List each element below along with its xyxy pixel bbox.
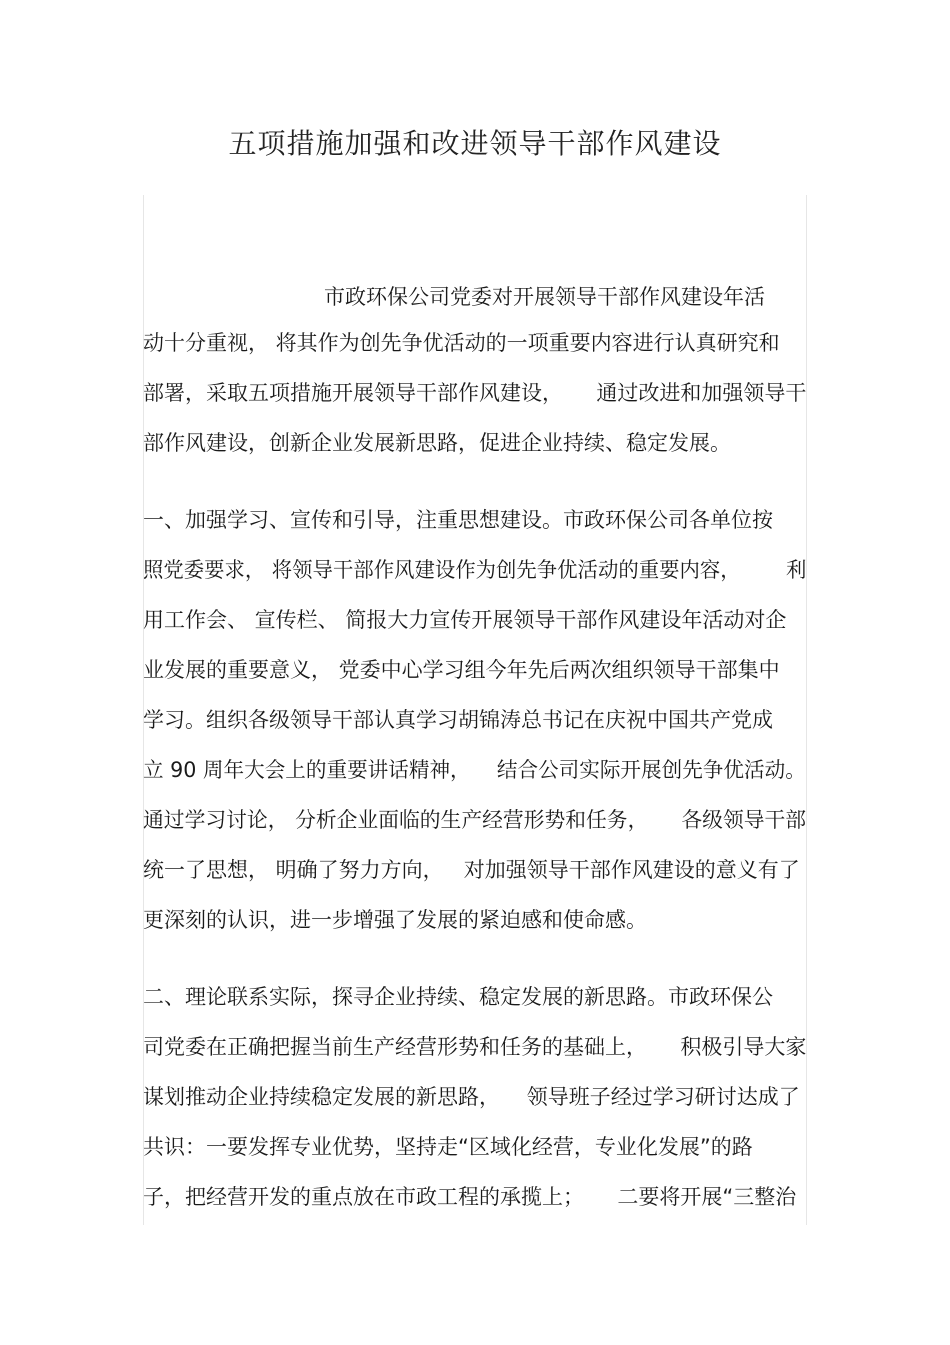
paragraph-2-line-3: 用工作会、 宣传栏、 简报大力宣传开展领导干部作风建设年活动对企 xyxy=(143,608,787,632)
page-title: 五项措施加强和改进领导干部作风建设 xyxy=(228,127,722,160)
paragraph-2-line-5: 学习。组织各级领导干部认真学习胡锦涛总书记在庆祝中国共产党成 xyxy=(143,708,773,732)
paragraph-2-line-2: 照党委要求， 将领导干部作风建设作为创先争优活动的重要内容， 利 xyxy=(143,558,807,582)
paragraph-3-line-2: 司党委在正确把握当前生产经营形势和任务的基础上， 积极引导大家 xyxy=(143,1035,807,1059)
paragraph-3-line-4: 共识：一要发挥专业优势，坚持走“区域化经营，专业化发展”的路 xyxy=(143,1135,753,1159)
paragraph-2-line-9: 更深刻的认识，进一步增强了发展的紧迫感和使命感。 xyxy=(143,908,647,932)
paragraph-1-line-2: 动十分重视， 将其作为创先争优活动的一项重要内容进行认真研究和 xyxy=(143,331,780,355)
paragraph-1-line-1: 市政环保公司党委对开展领导干部作风建设年活 xyxy=(324,285,765,309)
paragraph-3-line-3: 谋划推动企业持续稳定发展的新思路， 领导班子经过学习研讨达成了 xyxy=(143,1085,800,1109)
paragraph-1-line-4: 部作风建设，创新企业发展新思路，促进企业持续、稳定发展。 xyxy=(143,431,731,455)
paragraph-1-line-3: 部署，采取五项措施开展领导干部作风建设， 通过改进和加强领导干 xyxy=(143,381,807,405)
paragraph-2-line-8: 统一了思想， 明确了努力方向， 对加强领导干部作风建设的意义有了 xyxy=(143,858,800,882)
paragraph-2-line-4: 业发展的重要意义， 党委中心学习组今年先后两次组织领导干部集中 xyxy=(143,658,780,682)
page-border-right xyxy=(806,195,807,1225)
paragraph-3-line-1: 二、理论联系实际，探寻企业持续、稳定发展的新思路。市政环保公 xyxy=(143,985,773,1009)
paragraph-2-line-1: 一、加强学习、宣传和引导，注重思想建设。市政环保公司各单位按 xyxy=(143,508,773,532)
paragraph-3-line-5: 子，把经营开发的重点放在市政工程的承揽上； 二要将开展“三整治 xyxy=(143,1185,797,1209)
paragraph-2-line-7: 通过学习讨论， 分析企业面临的生产经营形势和任务， 各级领导干部 xyxy=(143,808,807,832)
paragraph-2-line-6: 立 90 周年大会上的重要讲话精神， 结合公司实际开展创先争优活动。 xyxy=(143,758,806,782)
